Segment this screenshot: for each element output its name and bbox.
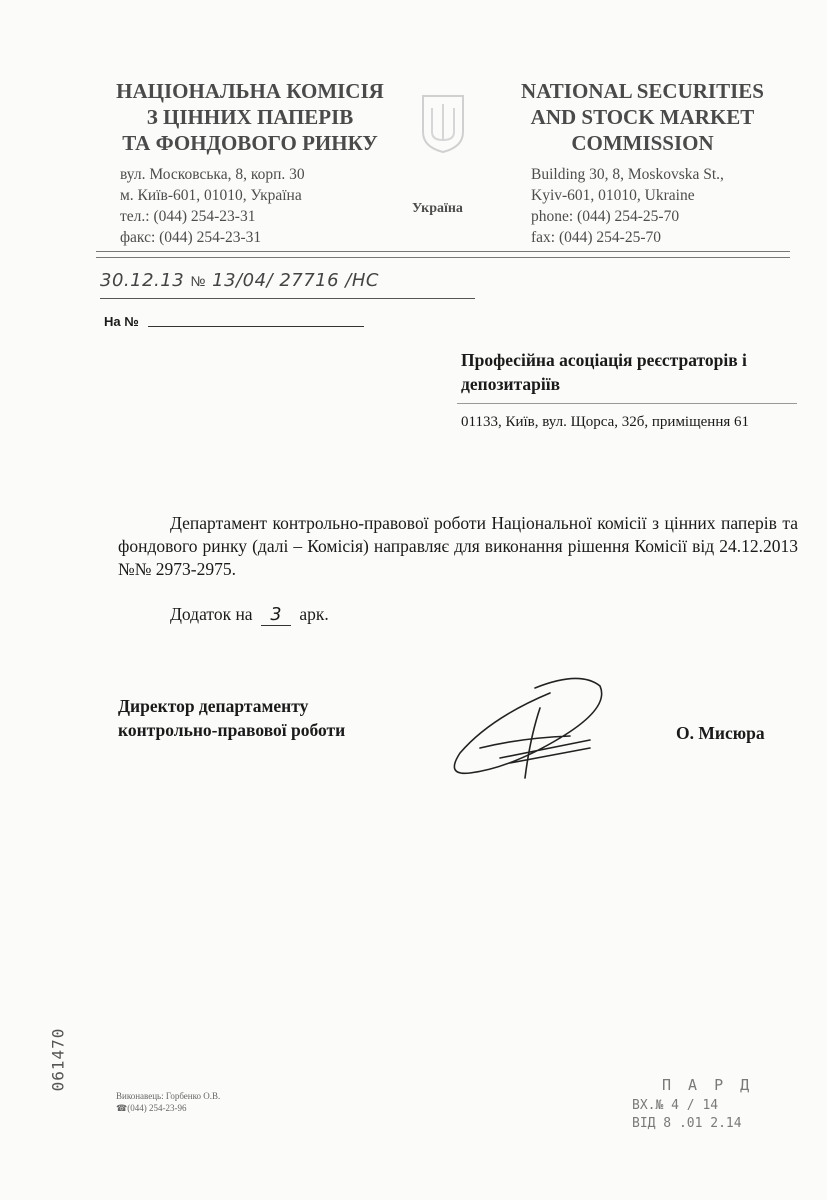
- header-divider: [96, 251, 790, 252]
- recipient-name: Професійна асоціація реєстраторів і депозитаріїв: [461, 350, 747, 394]
- header-divider: [96, 257, 790, 258]
- org-name-uk-line: З ЦІННИХ ПАПЕРІВ: [146, 105, 354, 129]
- address-uk-line: факс: (044) 254-23-31: [120, 229, 262, 246]
- executor-info: [116, 1090, 220, 1114]
- incoming-stamp: [622, 1076, 792, 1138]
- stamp-org: П А Р Д: [662, 1076, 754, 1094]
- org-name-en-line: NATIONAL SECURITIES: [521, 79, 764, 103]
- reply-to-line: [148, 326, 364, 327]
- org-name-uk-line: ТА ФОНДОВОГО РИНКУ: [122, 131, 378, 155]
- address-uk: [120, 164, 305, 248]
- registration-no-label: №: [190, 273, 206, 289]
- letter-body: Департамент контрольно-правової роботи Національної комісії з цінних паперів та фондового ринку (далі – Комісія) направляє для виконання рішення Комісії від 24.12.2013 №№ 2973-2975.: [118, 513, 798, 579]
- signer-title: [118, 694, 345, 742]
- org-name-en: [505, 78, 780, 156]
- org-name-uk: [95, 78, 405, 156]
- address-en-line: Kyiv-601, 01010, Ukraine: [531, 187, 695, 204]
- recipient-address: 01133, Київ, вул. Щорса, 32б, приміщення 61: [461, 414, 750, 430]
- stamp-number: ВХ.№ 4 / 14: [632, 1098, 719, 1113]
- country-label: Україна: [412, 201, 463, 216]
- org-name-en-line: COMMISSION: [571, 131, 714, 155]
- recipient-divider: [457, 403, 797, 404]
- stamp-date: ВІД 8 .01 2.14: [632, 1116, 742, 1131]
- executor-phone: ☎(044) 254-23-96: [116, 1103, 187, 1113]
- executor-name: Виконавець: Горбенко О.В.: [116, 1091, 221, 1101]
- serial-number: 061470: [48, 1027, 68, 1092]
- attachment-line: [170, 604, 329, 626]
- org-name-en-line: AND STOCK MARKET: [530, 105, 755, 129]
- attachment-prefix: Додаток на: [170, 604, 253, 624]
- registration-number: 13/04/ 27716 /НС: [212, 270, 379, 291]
- address-en: [531, 164, 724, 248]
- attachment-count: 3: [261, 605, 291, 626]
- address-uk-line: тел.: (044) 254-23-31: [120, 208, 256, 225]
- handwritten-signature: [440, 668, 620, 788]
- signer-title-line: Директор департаменту: [118, 696, 309, 716]
- attachment-suffix: арк.: [299, 604, 329, 624]
- address-en-line: phone: (044) 254-25-70: [531, 208, 680, 225]
- address-en-line: Building 30, 8, Moskovska St.,: [531, 166, 724, 183]
- signer-name: О. Мисюра: [676, 723, 765, 743]
- reply-to-label: На №: [104, 314, 139, 329]
- address-uk-line: м. Київ-601, 01010, Україна: [120, 187, 302, 204]
- trident-emblem-icon: [418, 92, 468, 154]
- org-name-uk-line: НАЦІОНАЛЬНА КОМІСІЯ: [116, 79, 384, 103]
- signer-title-line: контрольно-правової роботи: [118, 720, 346, 740]
- registration-underline: [100, 298, 475, 299]
- address-en-line: fax: (044) 254-25-70: [531, 229, 661, 246]
- address-uk-line: вул. Московська, 8, корп. 30: [120, 166, 305, 183]
- registration-date: 30.12.13: [100, 270, 185, 291]
